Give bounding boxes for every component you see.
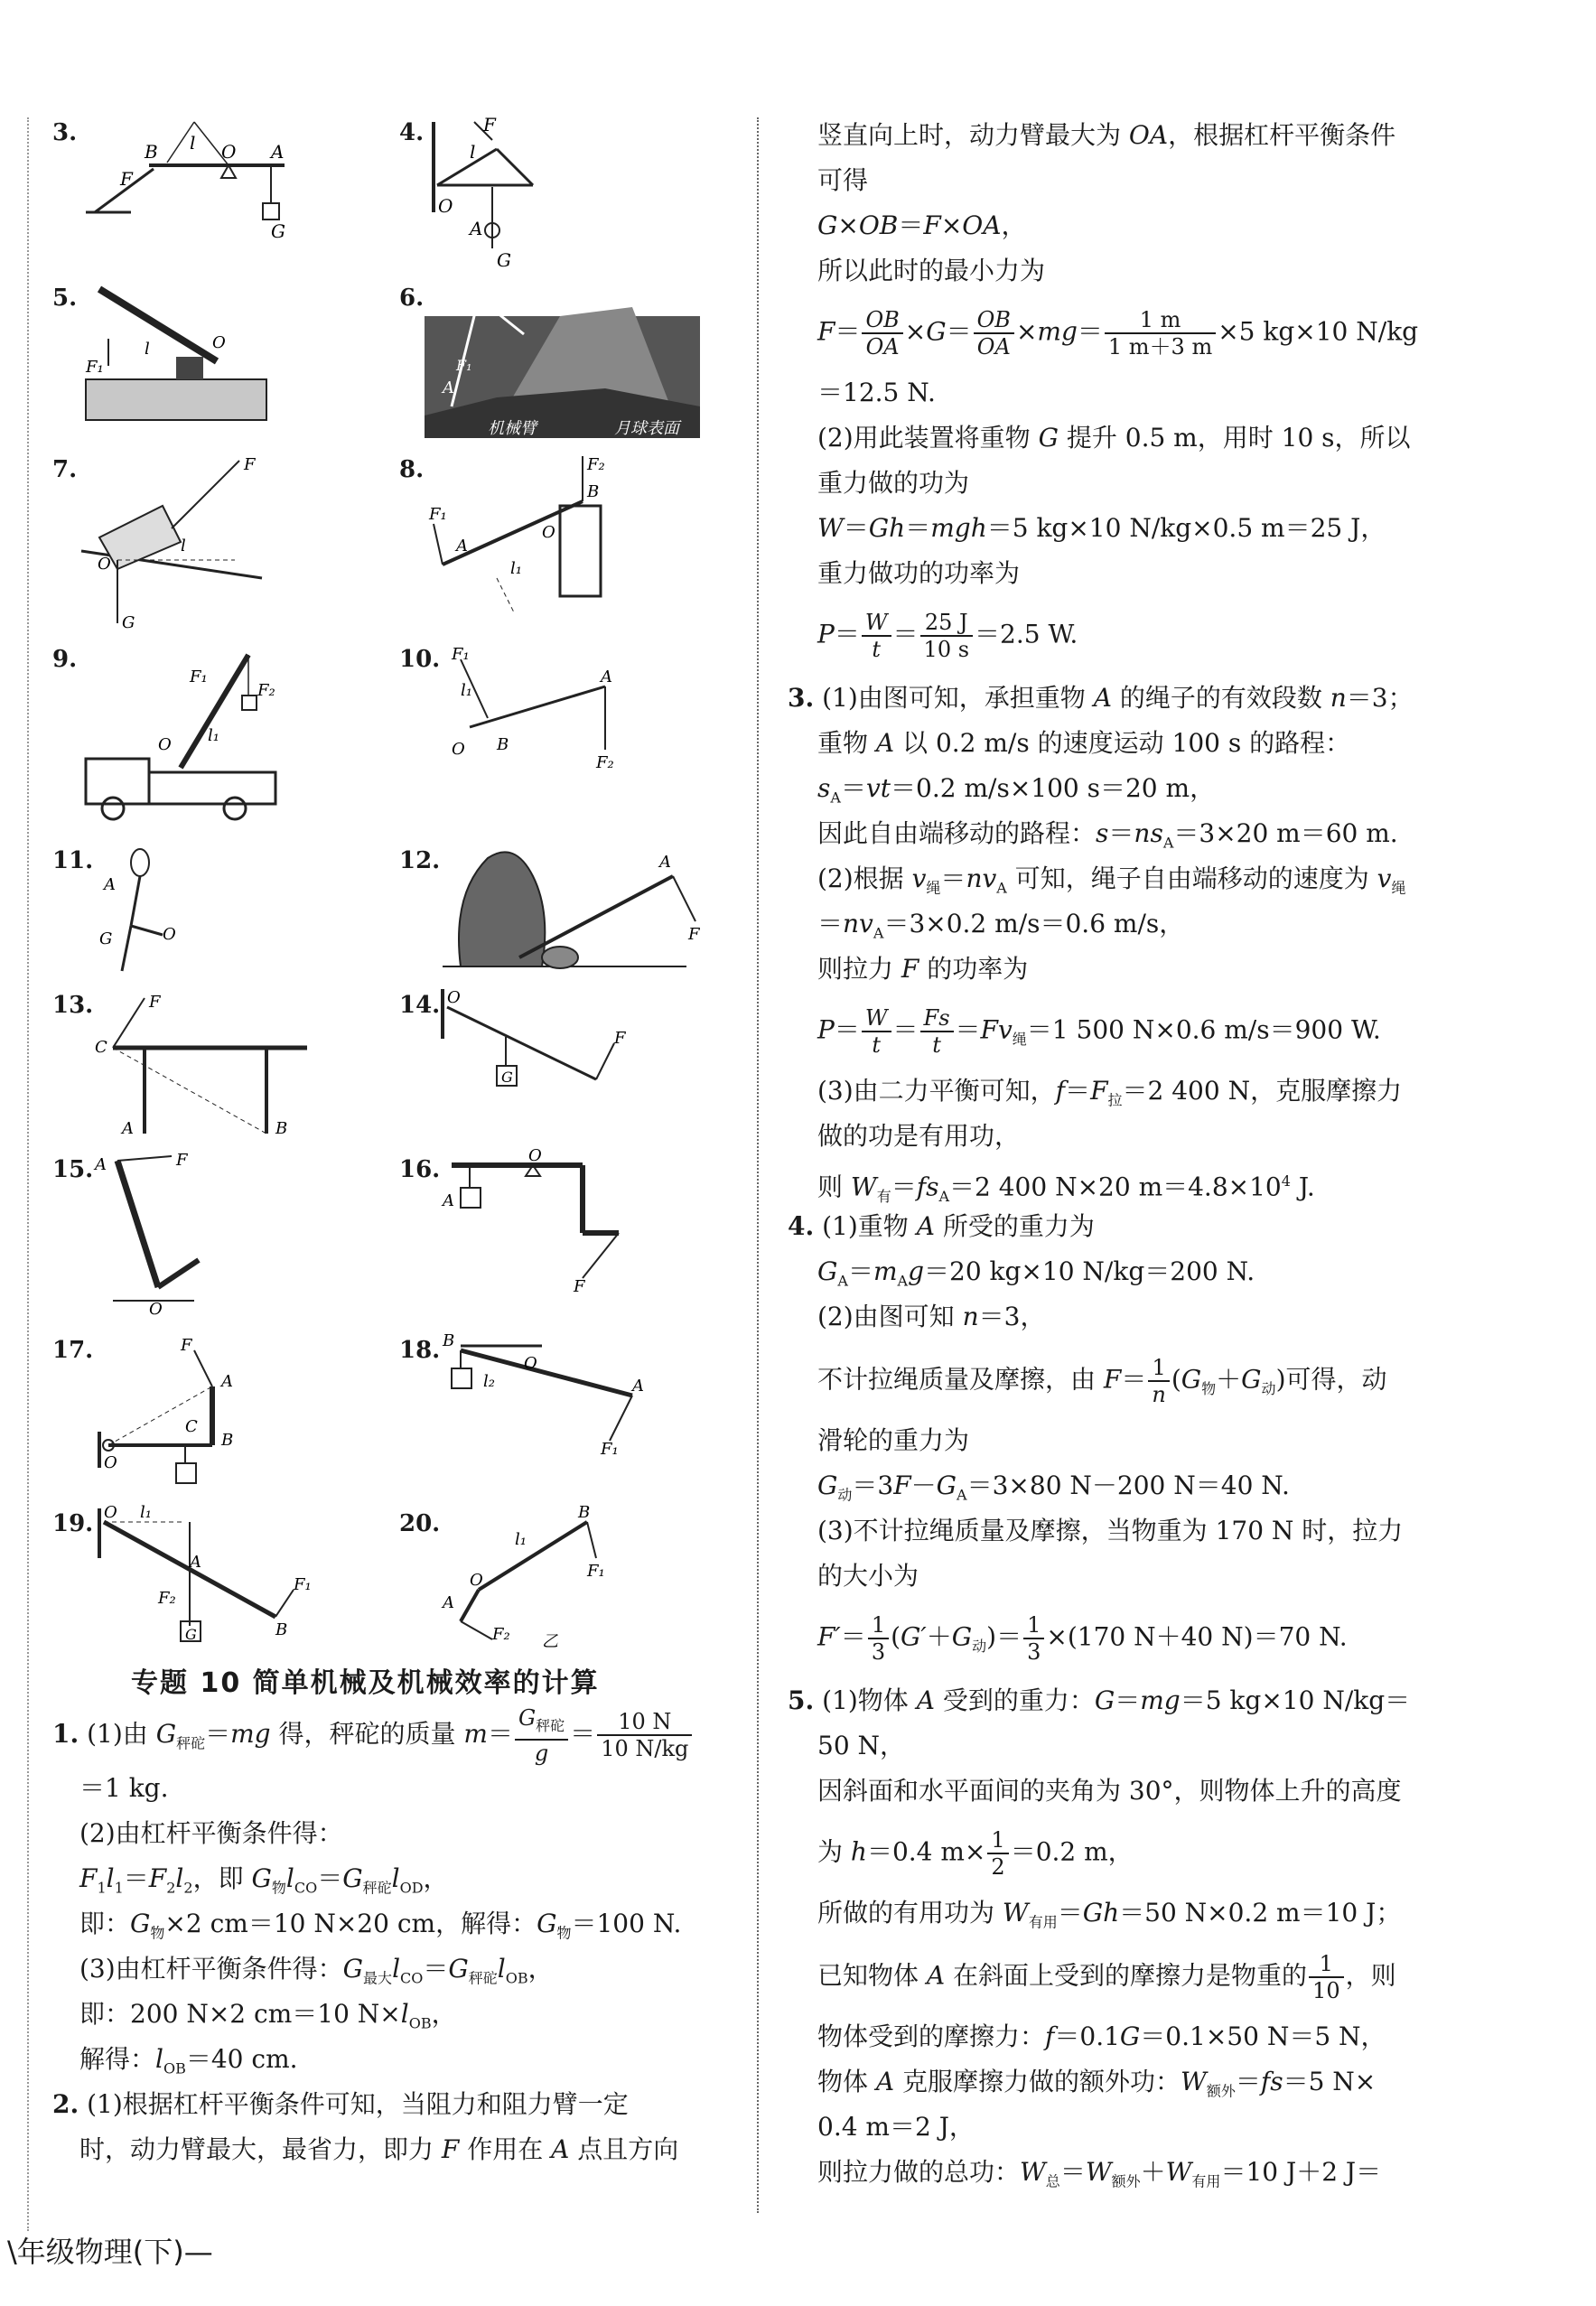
svg-text:l: l: [145, 340, 150, 359]
svg-text:O: O: [158, 735, 172, 754]
q4-line6: $G_动=3F-G_A=3\times 80$ N－200 N＝40 N.: [817, 1470, 1290, 1504]
svg-text:G: G: [122, 613, 135, 632]
r-line4: 所以此时的最小力为: [817, 256, 1046, 285]
svg-text:l₁: l₁: [140, 1503, 152, 1522]
figure-6-lunar-arm: [425, 280, 705, 443]
svg-text:B: B: [578, 1503, 591, 1522]
svg-text:B: B: [443, 1331, 455, 1350]
svg-text:O: O: [447, 988, 461, 1007]
q4-line7: (3)不计拉绳质量及摩擦，当物重为 170 N 时，拉力: [817, 1516, 1404, 1545]
q3-line1: 3. (1)由图可知，承担重物 A 的绳子的有效段数 n＝3；: [788, 683, 1414, 713]
r-line8: 重力做的功为: [817, 468, 970, 498]
svg-text:F₁: F₁: [587, 1562, 605, 1581]
svg-text:B: B: [497, 735, 509, 754]
svg-text:B: B: [221, 1431, 234, 1450]
svg-text:F: F: [120, 168, 133, 190]
svg-text:F₁: F₁: [456, 357, 472, 374]
section-title: 专题 10 简单机械及机械效率的计算: [131, 1667, 600, 1699]
r-line6: ＝12.5 N.: [817, 378, 936, 407]
q3-line10: 做的功是有用功，: [817, 1121, 1021, 1151]
svg-text:A: A: [122, 1119, 134, 1138]
q1-line3: (2)由杠杆平衡条件得：: [79, 1818, 343, 1848]
svg-text:F: F: [688, 925, 700, 944]
figure-number-4: 4.: [399, 119, 425, 146]
svg-text:A: A: [104, 875, 116, 894]
svg-text:F: F: [483, 114, 496, 135]
q4-line5: 滑轮的重力为: [817, 1425, 970, 1455]
svg-text:F: F: [244, 455, 256, 474]
r-line10: 重力做功的功率为: [817, 558, 1021, 588]
svg-text:O: O: [149, 1300, 163, 1319]
svg-text:F₂: F₂: [596, 753, 614, 772]
svg-text:B: B: [275, 1620, 288, 1639]
q1-line6: (3)由杠杆平衡条件得：$G_{最大}l_{CO}=G_{秤砣}l_{OB}$，: [79, 1954, 554, 1987]
q3-line2: 重物 A 以 0.2 m/s 的速度运动 100 s 的路程：: [817, 728, 1351, 758]
q4-line8: 的大小为: [817, 1561, 919, 1591]
q2-line1: 2. (1)根据杠杆平衡条件可知，当阻力和阻力臂一定: [52, 2089, 629, 2119]
svg-text:l₂: l₂: [483, 1372, 495, 1391]
svg-text:A: A: [632, 1377, 644, 1396]
figure-number-15: 15.: [52, 1156, 94, 1183]
figure-8-pump: [425, 452, 623, 614]
r-line7: (2)用此装置将重物 G 提升 0.5 m，用时 10 s，所以: [817, 423, 1411, 453]
figure-number-16: 16.: [399, 1156, 441, 1183]
svg-text:A: A: [190, 1553, 201, 1572]
svg-text:F₂: F₂: [587, 455, 605, 474]
svg-text:G: G: [185, 1626, 197, 1643]
svg-text:月球表面: 月球表面: [614, 419, 679, 438]
r-line1: 竖直向上时，动力臂最大为 OA，根据杠杆平衡条件: [817, 120, 1396, 150]
svg-text:O: O: [524, 1354, 537, 1373]
r-line5: F＝ $\frac{OB}{OA}$ ×G＝ $\frac{OB}{OA}$ ×mg＝ $\frac{1 m}{1 m+3 m}$ ×5 kg×10 N/kg: [817, 307, 1419, 359]
q5-line10: 则拉力做的总功：$W_总=W_{额外}+W_{有用}=10$ J＋2 J＝: [817, 2157, 1382, 2190]
svg-text:A: A: [470, 218, 483, 239]
q3-line3: $s_A=vt=0.2$ m/s×100 s＝20 m，: [817, 773, 1216, 807]
figure-number-13: 13.: [52, 992, 94, 1019]
svg-text:B: B: [587, 482, 600, 501]
svg-text:C: C: [185, 1417, 198, 1436]
figure-19-lever: [95, 1504, 312, 1648]
q3-line4: 因此自由端移动的路程：$s=ns_A=3\times 20$ m＝60 m.: [817, 818, 1398, 852]
q1-line4: $F_1l_1=F_2l_2$，即 $G_物l_{CO}=G_{秤砣}l_{OD}$，: [79, 1863, 449, 1897]
q1-line7: 即：200 N×2 cm＝10 $N\times l_{OB}$，: [79, 1999, 457, 2032]
svg-text:F: F: [614, 1029, 626, 1048]
figure-14-lever: [434, 985, 641, 1102]
figure-number-7: 7.: [52, 456, 78, 483]
svg-text:l: l: [470, 141, 476, 163]
figure-number-17: 17.: [52, 1337, 94, 1364]
svg-text:F: F: [176, 1151, 188, 1170]
figure-number-3: 3.: [52, 119, 78, 146]
svg-text:F₂: F₂: [492, 1625, 510, 1644]
figure-number-9: 9.: [52, 646, 78, 673]
q3-line5: (2)根据 $v_绳=nv_A$ 可知，绳子自由端移动的速度为 $v_绳$: [817, 864, 1406, 897]
svg-text:A: A: [659, 853, 671, 872]
svg-text:l: l: [470, 288, 475, 307]
svg-text:A: A: [456, 537, 468, 555]
figure-15-lever: [95, 1151, 275, 1319]
svg-text:l: l: [181, 537, 186, 555]
q5-line2: 50 N，: [817, 1731, 906, 1760]
svg-text:O: O: [492, 293, 506, 312]
figure-number-10: 10.: [399, 646, 441, 673]
q3-line8: P＝ $\frac{W}{t}$ ＝ $\frac{Fs}{t}$ $=Fv_绳=1$ 500 N×0.6 m/s＝900 W.: [817, 1005, 1381, 1058]
q5-line5: 所做的有用功为 $W_{有用}=Gh=50$ N×0.2 m＝10 J；: [817, 1898, 1402, 1931]
q2-line2: 时，动力臂最大，最省力，即力 F 作用在 A 点且方向: [79, 2134, 679, 2164]
svg-text:l₁: l₁: [208, 726, 219, 745]
r-line11: P＝ $\frac{W}{t}$ ＝ $\frac{25 J}{10 s}$ ＝2.5 W.: [817, 610, 1078, 662]
r-line3: G×OB＝F×OA，: [817, 210, 1027, 240]
q4-line1: 4. (1)重物 A 所受的重力为: [788, 1211, 1095, 1241]
svg-text:l: l: [190, 132, 196, 154]
figure-number-5: 5.: [52, 285, 78, 312]
svg-text:G: G: [271, 220, 285, 242]
q5-line6: 已知物体 A 在斜面上受到的摩擦力是物重的 $\frac{1}{10}$ ，则: [817, 1951, 1396, 2003]
figure-17-bent-lever: [95, 1332, 275, 1495]
q4-line4: 不计拉绳质量及摩擦，由 F＝ $\frac{1}{n}$ $(G_物+G_动)$可得，动: [817, 1355, 1387, 1407]
q1-line5: 即：$G_物\times 2$ cm＝10 N×20 cm，解得：$G_物=100$ N.: [79, 1909, 682, 1942]
q5-line4: 为 h＝0.4 m× $\frac{1}{2}$ ＝0.2 m，: [817, 1827, 1134, 1880]
svg-text:G: G: [497, 249, 511, 271]
figure-20-lever: [443, 1503, 641, 1651]
q5-line9: 0.4 m＝2 J，: [817, 2112, 975, 2142]
svg-text:F₂: F₂: [257, 681, 275, 700]
figure-11-person: [95, 845, 203, 980]
svg-text:F₁: F₁: [452, 645, 470, 664]
figure-13-table: [86, 989, 321, 1143]
figure-4-lever: [425, 113, 569, 275]
svg-text:F₁: F₁: [429, 505, 447, 524]
q4-line9: F′＝ $\frac{1}{3}$ $(G'+G_动)=$ $\frac{1}{3}$ ×(170 N＋40 N)＝70 N.: [817, 1612, 1348, 1665]
figure-number-12: 12.: [399, 847, 441, 874]
svg-text:A: A: [443, 1593, 454, 1612]
svg-text:O: O: [528, 1146, 542, 1165]
figure-number-20: 20.: [399, 1510, 441, 1537]
figure-number-19: 19.: [52, 1510, 94, 1537]
svg-text:O: O: [470, 1571, 483, 1590]
svg-text:O: O: [98, 555, 111, 574]
svg-text:F₁: F₁: [601, 1440, 619, 1459]
svg-text:A: A: [271, 141, 285, 163]
figure-7-box: [81, 452, 280, 632]
svg-text:A: A: [601, 668, 612, 686]
svg-text:乙: 乙: [542, 1632, 558, 1651]
svg-text:F₁: F₁: [294, 1575, 312, 1594]
svg-text:l₁: l₁: [461, 681, 472, 700]
svg-text:O: O: [542, 523, 555, 542]
svg-text:F₁: F₁: [190, 668, 208, 686]
svg-text:G: G: [99, 929, 113, 948]
q1-line8: 解得：$l_{OB}=40$ cm.: [79, 2044, 298, 2077]
svg-text:F₂: F₂: [158, 1589, 176, 1608]
q3-line9: (3)由二力平衡可知，$f=F_拉=2$ 400 N，克服摩擦力: [817, 1076, 1403, 1109]
q4-line2: $G_A=m_Ag=20$ kg×10 N/kg＝200 N.: [817, 1256, 1255, 1290]
q3-line11: 则 $W_有=fs_A=2$ 400 N×20 $m=4.8\times 10^4$ J.: [817, 1172, 1315, 1205]
svg-text:F: F: [574, 1277, 585, 1296]
svg-text:l₁: l₁: [510, 559, 522, 578]
svg-text:A: A: [443, 378, 454, 397]
figure-number-8: 8.: [399, 456, 425, 483]
q3-line6: $=nv_A=3\times 0.2$ m/s＝0.6 m/s，: [817, 909, 1185, 942]
figure-9-crane-truck: [81, 641, 289, 822]
label-B: B: [145, 141, 158, 163]
svg-text:机械臂: 机械臂: [488, 419, 537, 438]
q1-line2: ＝1 kg.: [79, 1773, 169, 1803]
svg-text:F: F: [181, 1336, 192, 1355]
svg-text:O: O: [452, 740, 465, 759]
svg-text:O: O: [212, 333, 226, 352]
svg-text:O: O: [438, 195, 453, 217]
column-divider: [757, 117, 759, 2213]
svg-text:O: O: [163, 925, 176, 944]
q5-line7: 物体受到的摩擦力：f＝0.1G＝0.1×50 N＝5 N，: [817, 2021, 1386, 2051]
svg-text:F: F: [149, 993, 161, 1012]
q3-line7: 则拉力 F 的功率为: [817, 954, 1029, 984]
figure-16-bent-lever: [438, 1147, 646, 1310]
q5-line3: 因斜面和水平面间的夹角为 30°，则物体上升的高度: [817, 1776, 1402, 1806]
svg-text:A: A: [95, 1155, 107, 1174]
figure-12-rock-lever: [443, 840, 700, 976]
svg-text:F₁: F₁: [86, 358, 104, 377]
figure-number-11: 11.: [52, 847, 94, 874]
svg-text:O: O: [104, 1453, 117, 1472]
q5-line1: 5. (1)物体 A 受到的重力：G＝mg＝5 kg×10 N/kg＝: [788, 1685, 1411, 1715]
q5-line8: 物体 A 克服摩擦力做的额外功：$W_{额外}=fs=5$ N×: [817, 2067, 1377, 2100]
svg-text:A: A: [443, 1191, 454, 1210]
figure-10-lever: [443, 641, 641, 777]
svg-text:C: C: [95, 1038, 107, 1057]
figure-number-14: 14.: [399, 992, 441, 1019]
svg-text:B: B: [275, 1119, 288, 1138]
svg-text:l₁: l₁: [515, 1530, 527, 1549]
svg-text:O: O: [221, 141, 237, 163]
figure-number-6: 6.: [399, 285, 425, 312]
svg-text:O: O: [104, 1503, 117, 1522]
svg-text:G: G: [501, 1069, 513, 1086]
svg-text:A: A: [221, 1372, 233, 1391]
left-margin-line: [27, 117, 29, 2231]
page-footer: \年级物理(下)—: [7, 2235, 213, 2269]
q4-line3: (2)由图可知 n＝3，: [817, 1302, 1046, 1331]
figure-number-18: 18.: [399, 1337, 441, 1364]
r-line2: 可得: [817, 165, 869, 195]
figure-5-bottle-opener: [81, 280, 280, 425]
figure-3-lever: [77, 113, 312, 248]
q1-line1: 1. (1)由 $G_{秤砣}=mg$ 得，秤砣的质量 m＝ $\frac{G_{秤砣}}{g}$ ＝ $\frac{10 N}{10 N/kg}$: [52, 1705, 694, 1767]
r-line9: W＝Gh＝mgh＝5 kg×10 N/kg×0.5 m＝25 J，: [817, 513, 1386, 543]
figure-18-lever: [443, 1328, 650, 1463]
